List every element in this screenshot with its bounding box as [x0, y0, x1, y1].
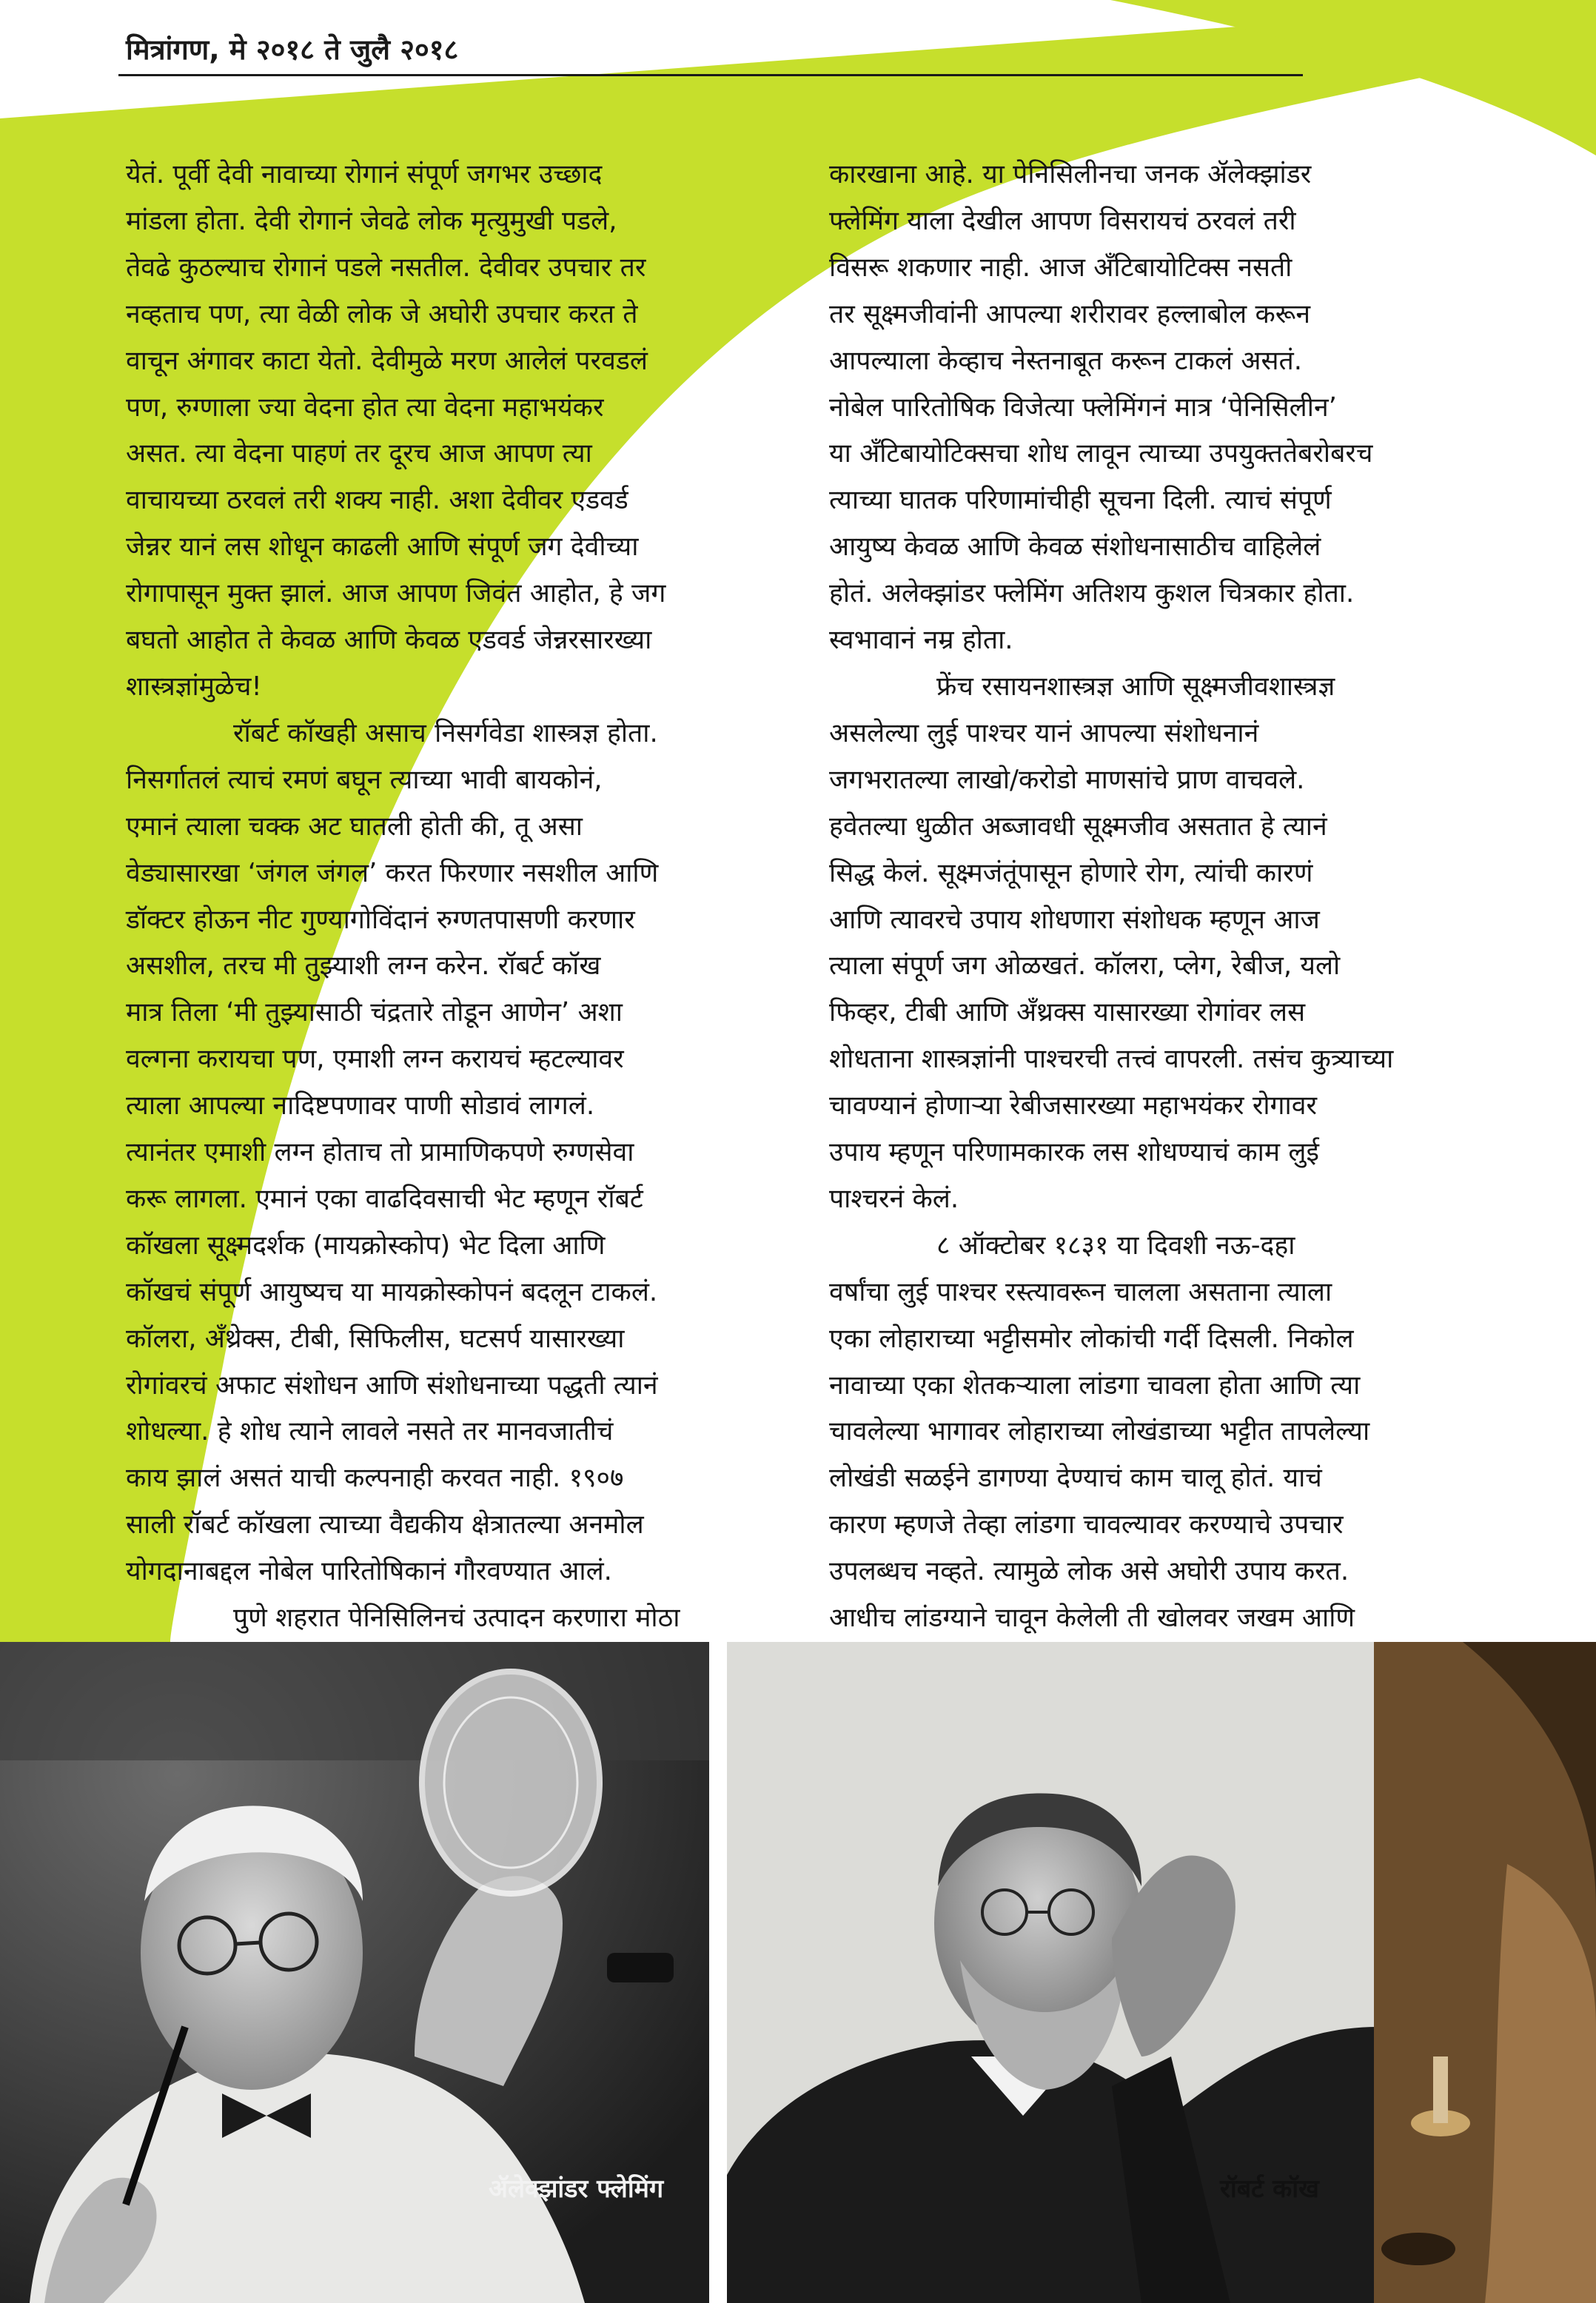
left-line: शास्त्रज्ञांमुळेच! [126, 671, 262, 702]
left-line: रोगांवरचं अफाट संशोधन आणि संशोधनाच्या पद्धती त्यानं [126, 1370, 658, 1401]
left-line: साली रॉबर्ट कॉखला त्याच्या वैद्यकीय क्षेत्रातल्या अनमोल [126, 1509, 644, 1541]
right-line: आयुष्य केवळ आणि केवळ संशोधनासाठीच वाहिलेलं [829, 532, 1321, 563]
right-line: तर सूक्ष्मजीवांनी आपल्या शरीरावर हल्लाबोल करून [829, 298, 1311, 329]
left-line: करू लागला. एमानं एका वाढदिवसाची भेट म्हणून रॉबर्ट [126, 1183, 643, 1214]
page-header: मित्रांगण, मे २०१८ ते जुलै २०१८ [126, 33, 459, 66]
left-line: योगदानाबद्दल नोबेल पारितोषिकानं गौरवण्यात आलं. [126, 1556, 612, 1587]
left-line: पण, रुग्णाला ज्या वेदना होत त्या वेदना महाभयंकर [126, 392, 604, 423]
right-line: चावलेल्या भागावर लोहाराच्या लोखंडाच्या भट्टीत तापलेल्या [829, 1416, 1370, 1447]
left-line: नव्हताच पण, त्या वेळी लोक जे अघोरी उपचार करत ते [126, 298, 638, 329]
right-line: जगभरातल्या लाखो/करोडो माणसांचे प्राण वाचवले. [829, 764, 1305, 795]
left-line: वल्गना करायचा पण, एमाशी लग्न करायचं म्हटल्यावर [126, 1044, 624, 1075]
right-line: पाश्चरनं केलं. [829, 1183, 959, 1214]
right-line: आपल्याला केव्हाच नेस्तनाबूत करून टाकलं असतं. [829, 345, 1303, 376]
right-column [829, 152, 1495, 1642]
right-line: हवेतल्या धुळीत अब्जावधी सूक्ष्मजीव असतात हे त्यानं [829, 811, 1327, 842]
left-line: असशील, तरच मी तुझ्याशी लग्न करेन. रॉबर्ट कॉख [126, 951, 601, 982]
right-line: लोखंडी सळईने डागण्या देण्याचं काम चालू होतं. याचं [829, 1463, 1322, 1494]
right-line: फ्लेमिंग याला देखील आपण विसरायचं ठरवलं तरी [829, 205, 1296, 236]
right-line: त्याला संपूर्ण जग ओळखतं. कॉलरा, प्लेग, रेबीज, यलो [829, 951, 1341, 982]
right-line: वर्षांचा लुई पाश्चर रस्त्यावरून चालला असताना त्याला [829, 1276, 1332, 1307]
left-line: शोधल्या. हे शोध त्याने लावले नसते तर मानवजातीचं [126, 1416, 614, 1447]
photo-third-partial [1374, 1642, 1596, 2303]
left-line: डॉक्टर होऊन नीट गुण्यागोविंदानं रुग्णतपासणी करणार [126, 904, 635, 935]
left-line: रोगापासून मुक्त झालं. आज आपण जिवंत आहोत, हे जग [126, 578, 666, 609]
right-line: उपलब्धच नव्हते. त्यामुळे लोक असे अघोरी उपाय करत. [829, 1556, 1349, 1587]
left-line: वाचायच्या ठरवलं तरी शक्य नाही. अशा देवीवर एडवर्ड [126, 485, 628, 516]
left-line: रॉबर्ट कॉखही असाच निसर्गवेडा शास्त्रज्ञ होता. [233, 717, 658, 748]
left-line: तेवढे कुठल्याच रोगानं पडले नसतील. देवीवर उपचार तर [126, 252, 646, 283]
right-line: आधीच लांडग्याने चावून केलेली ती खोलवर जखम आणि [829, 1603, 1355, 1634]
right-line: नावाच्या एका शेतकऱ्याला लांडगा चावला होता आणि त्या [829, 1370, 1361, 1401]
right-line: एका लोहाराच्या भट्टीसमोर लोकांची गर्दी दिसली. निकोल [829, 1323, 1354, 1354]
left-line: बघतो आहोत ते केवळ आणि केवळ एडवर्ड जेन्नरसारख्या [126, 625, 652, 656]
right-line: चावण्यानं होणाऱ्या रेबीजसारख्या महाभयंकर रोगावर [829, 1090, 1317, 1122]
right-line: नोबेल पारितोषिक विजेत्या फ्लेमिंगनं मात्र ‘पेनिसिलीन’ [829, 392, 1337, 423]
left-line: मांडला होता. देवी रोगानं जेवढे लोक मृत्युमुखी पडले, [126, 205, 617, 236]
right-line: स्वभावानं नम्र होता. [829, 625, 1013, 656]
left-line: येतं. पूर्वी देवी नावाच्या रोगानं संपूर्ण जगभर उच्छाद [126, 159, 603, 190]
right-line: फ्रेंच रसायनशास्त्रज्ञ आणि सूक्ष्मजीवशास्त्रज्ञ [936, 671, 1335, 702]
right-line: कारखाना आहे. या पेनिसिलीनचा जनक ॲलेक्झांडर [829, 159, 1312, 190]
right-line: ८ ऑक्टोबर १८३१ या दिवशी नऊ-दहा [936, 1230, 1295, 1261]
right-line: उपाय म्हणून परिणामकारक लस शोधण्याचं काम लुई [829, 1137, 1319, 1168]
left-line: त्याला आपल्या नादिष्टपणावर पाणी सोडावं लागलं. [126, 1090, 595, 1122]
left-line: कॉखचं संपूर्ण आयुष्यच या मायक्रोस्कोपनं बदलून टाकलं. [126, 1276, 658, 1307]
left-line: मात्र तिला ‘मी तुझ्यासाठी चंद्रतारे तोडून आणेन’ अशा [126, 997, 623, 1028]
right-line: होतं. अलेक्झांडर फ्लेमिंग अतिशय कुशल चित्रकार होता. [829, 578, 1355, 609]
right-line: कारण म्हणजे तेव्हा लांडगा चावल्यावर करण्याचे उपचार [829, 1509, 1344, 1541]
right-line: या ॲंटिबायोटिक्सचा शोध लावून त्याच्या उपयुक्ततेबरोबरच [829, 438, 1373, 469]
caption-koch: रॉबर्ट कॉख [1220, 2174, 1319, 2204]
right-line: विसरू शकणार नाही. आज ॲंटिबायोटिक्स नसती [829, 252, 1292, 283]
photo-strip [0, 1642, 1596, 2303]
left-line: काय झालं असतं याची कल्पनाही करवत नाही. १९०७ [126, 1463, 624, 1494]
left-line: निसर्गातलं त्याचं रमणं बघून त्याच्या भावी बायकोनं, [126, 764, 603, 795]
left-line: पुणे शहरात पेनिसिलिनचं उत्पादन करणारा मोठा [233, 1603, 680, 1634]
right-line: शोधताना शास्त्रज्ञांनी पाश्चरची तत्त्वं वापरली. तसंच कुत्र्याच्या [829, 1044, 1394, 1075]
right-line: असलेल्या लुई पाश्चर यानं आपल्या संशोधनानं [829, 717, 1259, 748]
left-line: कॉखला सूक्ष्मदर्शक (मायक्रोस्कोप) भेट दिला आणि [126, 1230, 606, 1261]
left-line: असत. त्या वेदना पाहणं तर दूरच आज आपण त्या [126, 438, 592, 469]
left-line: कॉलरा, अँथ्रेक्स, टीबी, सिफिलीस, घटसर्प यासारख्या [126, 1323, 625, 1354]
left-line: त्यानंतर एमाशी लग्न होताच तो प्रामाणिकपणे रुग्णसेवा [126, 1137, 634, 1168]
right-line: आणि त्यावरचे उपाय शोधणारा संशोधक म्हणून आज [829, 904, 1320, 935]
caption-fleming: ॲलेक्झांडर फ्लेमिंग [489, 2174, 664, 2204]
painting-fragment [1374, 1642, 1596, 2303]
left-line: वेड्यासारखा ‘जंगल जंगल’ करत फिरणार नसशील आणि [126, 857, 659, 888]
left-line: जेन्नर यानं लस शोधून काढली आणि संपूर्ण जग देवीच्या [126, 532, 639, 563]
left-line: वाचून अंगावर काटा येतो. देवीमुळे मरण आलेलं परवडलं [126, 345, 648, 376]
left-column [126, 152, 792, 1642]
right-line: फिव्हर, टीबी आणि अँथ्रक्स यासारख्या रोगांवर लस [829, 997, 1306, 1028]
left-line: एमानं त्याला चक्क अट घातली होती की, तू असा [126, 811, 583, 842]
right-line: त्याच्या घातक परिणामांचीही सूचना दिली. त्याचं संपूर्ण [829, 485, 1332, 516]
header-rule [118, 74, 1303, 76]
right-line: सिद्ध केलं. सूक्ष्मजंतूंपासून होणारे रोग, त्यांची कारणं [829, 857, 1313, 888]
